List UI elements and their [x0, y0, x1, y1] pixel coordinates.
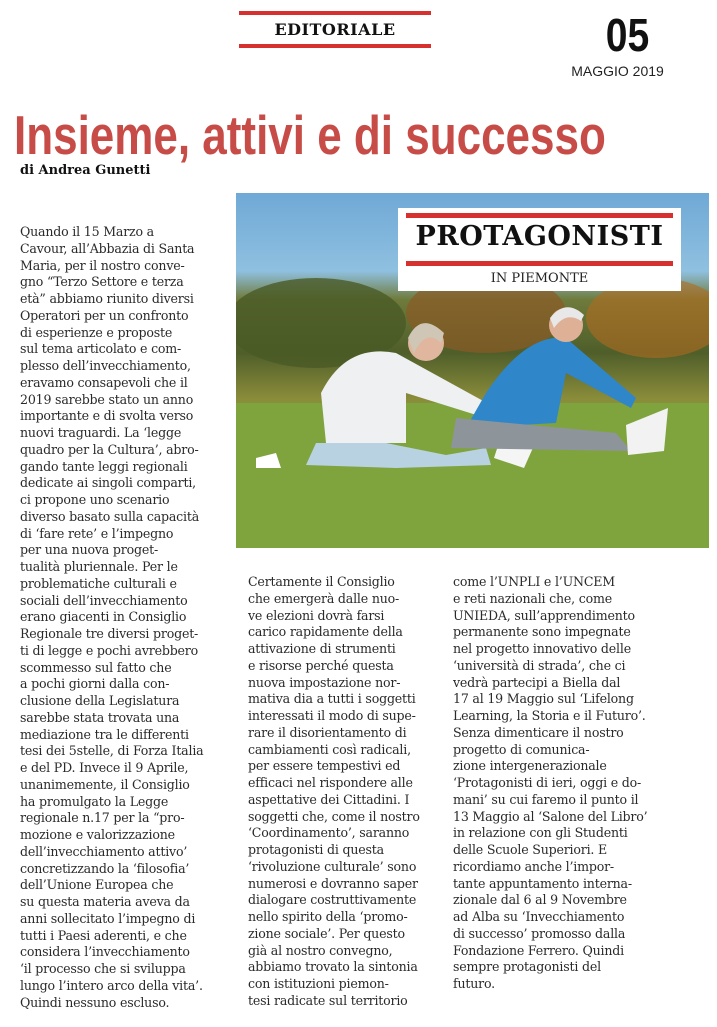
article-line: ‘Coordinamento’, saranno — [248, 825, 410, 841]
article-line: di ‘fare rete’ e l’impegno — [20, 525, 174, 541]
article-line: ti di legge e pochi avrebbero — [20, 642, 199, 658]
section-label: EDITORIALE — [274, 20, 396, 39]
article-line: a pochi giorni dalla con- — [20, 676, 170, 692]
article-column-1 — [20, 224, 203, 1011]
article-line: ‘il processo che si sviluppa — [20, 961, 186, 976]
article-line: ci propone uno scenario — [20, 492, 170, 507]
issue-day: 05 — [605, 9, 650, 61]
article-line: ad Alba su ‘Invecchiamento — [453, 909, 625, 924]
article-line: considera l’invecchiamento — [20, 944, 190, 960]
article-line: quadro per la Cultura’, abro- — [20, 441, 199, 457]
article-line: nuovi traguardi. La ‘legge — [20, 425, 182, 440]
article-line: soggetti che, come il nostro — [248, 808, 420, 824]
article-line: carico rapidamente della — [248, 624, 403, 640]
article-line: mediazione tra le differenti — [20, 726, 189, 742]
article-line: Cavour, all’Abbazia di Santa — [20, 240, 195, 256]
article-line: dell’invecchiamento attivo’ — [20, 843, 188, 859]
logo-rule-top — [406, 213, 673, 218]
article-line: di esperienze e proposte — [20, 324, 173, 340]
article-line: progetto di comunica- — [453, 741, 590, 757]
article-line: rare il disorientamento di — [248, 724, 407, 740]
article-line: 2019 sarebbe stato un anno — [20, 391, 194, 407]
article-line: interessati il modo di supe- — [248, 708, 416, 723]
article-line: zione sociale’. Per questo — [248, 925, 405, 941]
article-line: zione intergenerazionale — [453, 758, 607, 774]
article-line: delle Scuole Superiori. E — [453, 842, 608, 857]
article-line: su questa materia aveva da — [20, 894, 190, 909]
article-line: dell’Unione Europea che — [20, 877, 174, 893]
article-line: tante appuntamento interna- — [453, 875, 632, 891]
article-line: protagonisti di questa — [248, 842, 384, 857]
article-line: come l’UNPLI e l’UNCEM — [453, 574, 615, 589]
article-line: nello spirito della ‘promo- — [248, 909, 408, 924]
article-line: Fondazione Ferrero. Quindi — [453, 942, 624, 958]
article-line: regionale n.17 per la “pro- — [20, 810, 185, 826]
protagonisti-logo — [398, 208, 681, 291]
article-line: tesi radicate sul territorio — [248, 992, 408, 1008]
article-line: attivazione di strumenti — [248, 641, 396, 656]
article-line: plesso dell’invecchiamento, — [20, 358, 191, 373]
article-line: vedrà partecipi a Biella dal — [453, 674, 621, 690]
article-line: per essere tempestivi ed — [248, 758, 401, 774]
article-line: anni sollecitato l’impegno di — [20, 910, 196, 926]
article-line: e risorse perché questa — [248, 657, 394, 673]
article-line: ‘università di strada’, che ci — [453, 657, 626, 673]
article-line: ricordiamo anche l’impor- — [453, 858, 614, 874]
article-line: con istituzioni piemon- — [248, 976, 389, 991]
article-line: tutti i Paesi aderenti, e che — [20, 927, 187, 943]
section-rule-bottom — [239, 44, 431, 48]
article-line: mani’ su cui faremo il punto il — [453, 791, 639, 807]
article-title: Insieme, attivi e di successo — [14, 104, 606, 166]
article-line: ve elezioni dovrà farsi — [248, 607, 385, 623]
article-line: nuova impostazione nor- — [248, 674, 401, 690]
article-line: dialogare costruttivamente — [248, 892, 417, 908]
article-line: Regionale tre diversi proget- — [20, 626, 199, 641]
article-line: cambiamenti così radicali, — [248, 741, 411, 757]
article-line: problematiche culturali e — [20, 575, 177, 591]
article-line: per una nuova proget- — [20, 542, 158, 558]
article-byline: di Andrea Gunetti — [20, 163, 151, 178]
article-line: abbiamo trovato la sintonia — [248, 959, 418, 975]
article-column-2 — [248, 574, 420, 1010]
article-line: diverso basato sulla capacità — [20, 508, 200, 524]
article-line: clusione della Legislatura — [20, 693, 180, 708]
article-line: dedicate ai singoli comparti, — [20, 475, 196, 491]
article-line: mozione e valorizzazione — [20, 827, 175, 842]
article-line: Quindi nessuno escluso. — [20, 994, 170, 1010]
article-line: già al nostro convegno, — [248, 942, 393, 958]
article-line: gno “Terzo Settore e terza — [20, 274, 184, 290]
article-line: Learning, la Storia e il Futuro’. — [453, 708, 646, 723]
article-line: e reti nazionali che, come — [453, 590, 613, 606]
article-line: Maria, per il nostro conve- — [20, 257, 185, 273]
article-line: tualità pluriennale. Per le — [20, 559, 178, 574]
article-line: efficaci nel rispondere alle — [248, 775, 413, 790]
article-line: Certamente il Consiglio — [248, 574, 395, 589]
article-line: permanente sono impegnate — [453, 624, 631, 640]
article-line: concretizzando la ‘filosofia’ — [20, 860, 190, 876]
issue-month: MAGGIO 2019 — [571, 63, 664, 79]
article-line: sul tema articolato e com- — [20, 341, 182, 357]
logo-main-text: PROTAGONISTI — [415, 221, 664, 252]
article-line: aspettative dei Cittadini. I — [248, 791, 410, 807]
article-column-3 — [453, 574, 647, 993]
article-line: età” abbiamo riunito diversi — [20, 291, 194, 306]
article-line: sempre protagonisti del — [453, 959, 601, 975]
article-line: UNIEDA, sull’apprendimento — [453, 607, 635, 623]
article-line: lungo l’intero arco della vita’. — [20, 977, 203, 993]
article-line: ‘rivoluzione culturale’ sono — [248, 858, 417, 874]
article-line: tesi dei 5stelle, di Forza Italia — [20, 743, 204, 759]
article-line: e del PD. Invece il 9 Aprile, — [20, 760, 189, 775]
article-line: eravamo consapevoli che il — [20, 374, 188, 390]
article-line: importante e di svolta verso — [20, 408, 194, 424]
logo-sub-text: IN PIEMONTE — [490, 271, 589, 286]
article-line: gando tante leggi regionali — [20, 458, 188, 474]
article-line: che emergerà dalle nuo- — [248, 590, 400, 606]
article-line: Quando il 15 Marzo a — [20, 224, 154, 239]
article-line: sarebbe stata trovata una — [20, 709, 180, 725]
article-line: in relazione con gli Studenti — [453, 825, 628, 841]
article-line: di successo’ promosso dalla — [453, 925, 626, 941]
article-line: 13 Maggio al ‘Salone del Libro’ — [453, 808, 648, 824]
article-line: ha promulgato la Legge — [20, 793, 169, 809]
article-line: Senza dimenticare il nostro — [453, 724, 624, 740]
article-line: sociali dell’invecchiamento — [20, 592, 188, 608]
article-line: zionale dal 6 al 9 Novembre — [453, 892, 627, 908]
article-line: mativa dia a tutti i soggetti — [248, 691, 416, 707]
article-line: unanimemente, il Consiglio — [20, 776, 190, 792]
article-line: scommesso sul fatto che — [20, 659, 172, 675]
logo-rule-bottom — [406, 261, 673, 266]
article-line: numerosi e dovranno saper — [248, 875, 418, 891]
article-line: nel progetto innovativo delle — [453, 641, 631, 656]
article-line: erano giacenti in Consiglio — [20, 609, 187, 625]
article-line: 17 al 19 Maggio sul ‘Lifelong — [453, 691, 634, 707]
article-line: Operatori per un confronto — [20, 307, 189, 323]
article-line: futuro. — [453, 976, 495, 991]
article-line: ‘Protagonisti di ieri, oggi e do- — [453, 775, 642, 790]
section-rule-top — [239, 11, 431, 15]
